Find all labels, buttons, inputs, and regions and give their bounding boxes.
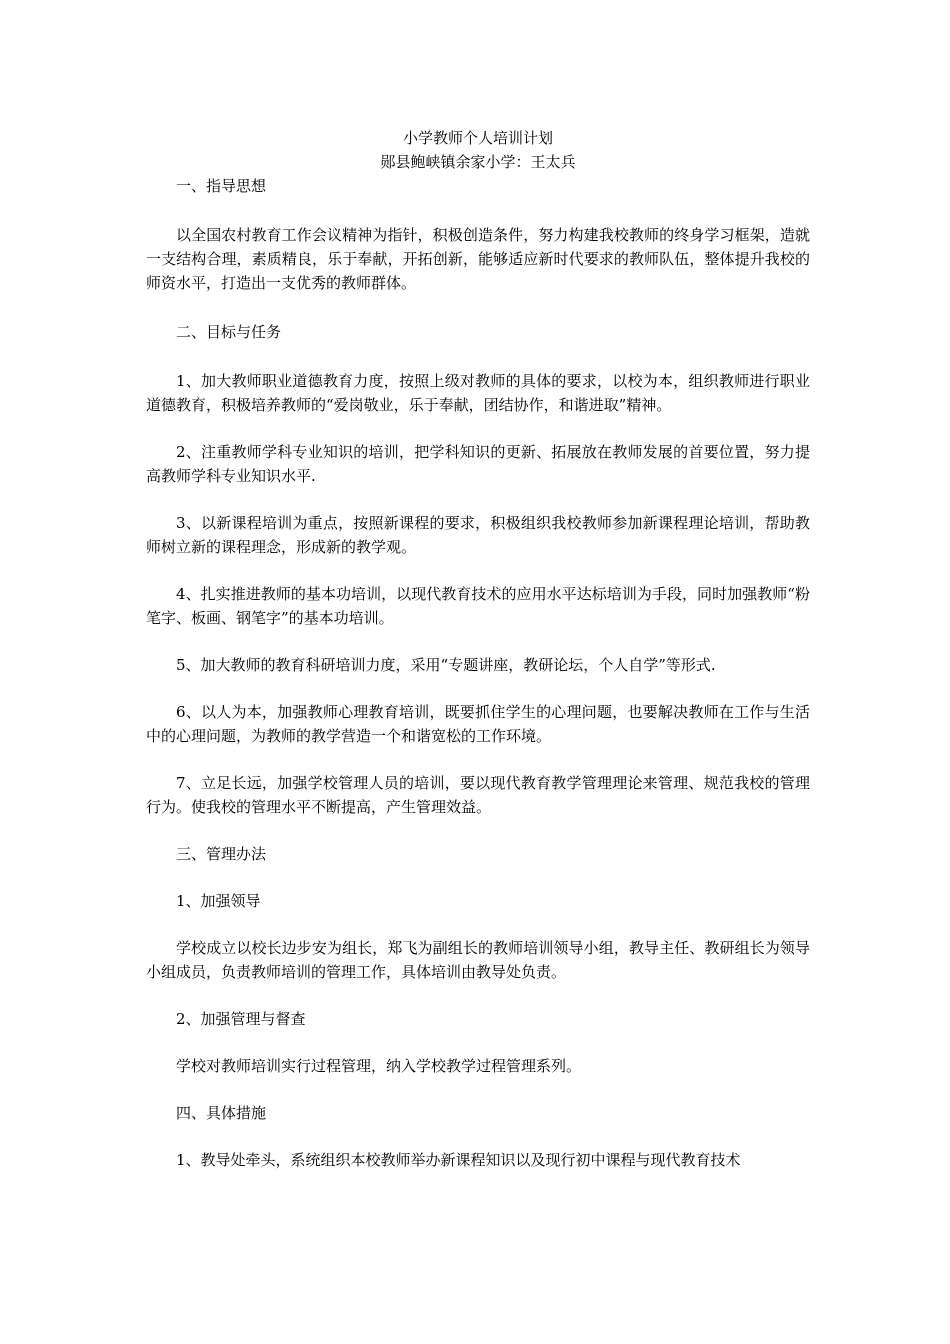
paragraph: 4、扎实推进教师的基本功培训，以现代教育技术的应用水平达标培训为手段，同时加强教师“粉笔字、板画、钢笔字”的基本功培训。 [146, 585, 810, 627]
paragraph: 学校对教师培训实行过程管理，纳入学校教学过程管理系列。 [176, 1057, 582, 1075]
section-heading-3: 三、管理办法 [176, 845, 267, 863]
document-author: 郧县鲍峡镇余家小学：王太兵 [380, 153, 576, 171]
paragraph: 5、加大教师的教育科研培训力度，采用“专题讲座，教研论坛，个人自学”等形式. [176, 656, 716, 674]
paragraph: 6、以人为本，加强教师心理教育培训，既要抓住学生的心理问题，也要解决教师在工作与生活中的心理问题，为教师的教学营造一个和谐宽松的工作环境。 [146, 703, 810, 745]
section-heading-4: 四、具体措施 [176, 1104, 267, 1122]
paragraph: 1、加大教师职业道德教育力度，按照上级对教师的具体的要求，以校为本，组织教师进行职业道德教育，积极培养教师的“爱岗敬业，乐于奉献，团结协作，和谐进取”精神。 [146, 372, 810, 414]
section-heading-2: 二、目标与任务 [176, 323, 282, 341]
subsection-heading: 2、加强管理与督查 [176, 1010, 306, 1028]
paragraph: 学校成立以校长边步安为组长，郑飞为副组长的教师培训领导小组，教导主任、教研组长为领导小组成员，负责教师培训的管理工作，具体培训由教导处负责。 [146, 939, 810, 981]
paragraph: 以全国农村教育工作会议精神为指针，积极创造条件，努力构建我校教师的终身学习框架，造就一支结构合理，素质精良，乐于奉献，开拓创新，能够适应新时代要求的教师队伍，整体提升我校的师资水平，打造出一支优秀的教师群体。 [146, 226, 810, 292]
subsection-heading: 1、加强领导 [176, 892, 261, 910]
section-heading-1: 一、指导思想 [176, 177, 267, 195]
document-title: 小学教师个人培训计划 [402, 129, 553, 147]
paragraph: 2、注重教师学科专业知识的培训，把学科知识的更新、拓展放在教师发展的首要位置，努力提高教师学科专业知识水平. [146, 443, 810, 485]
paragraph: 7、立足长远，加强学校管理人员的培训，要以现代教育教学管理理论来管理、规范我校的管理行为。使我校的管理水平不断提高，产生管理效益。 [146, 774, 810, 816]
paragraph: 3、以新课程培训为重点，按照新课程的要求，积极组织我校教师参加新课程理论培训，帮助教师树立新的课程理念，形成新的教学观。 [146, 514, 810, 556]
document-page [146, 126, 810, 1172]
paragraph: 1、教导处牵头，系统组织本校教师举办新课程知识以及现行初中课程与现代教育技术 [176, 1151, 741, 1169]
